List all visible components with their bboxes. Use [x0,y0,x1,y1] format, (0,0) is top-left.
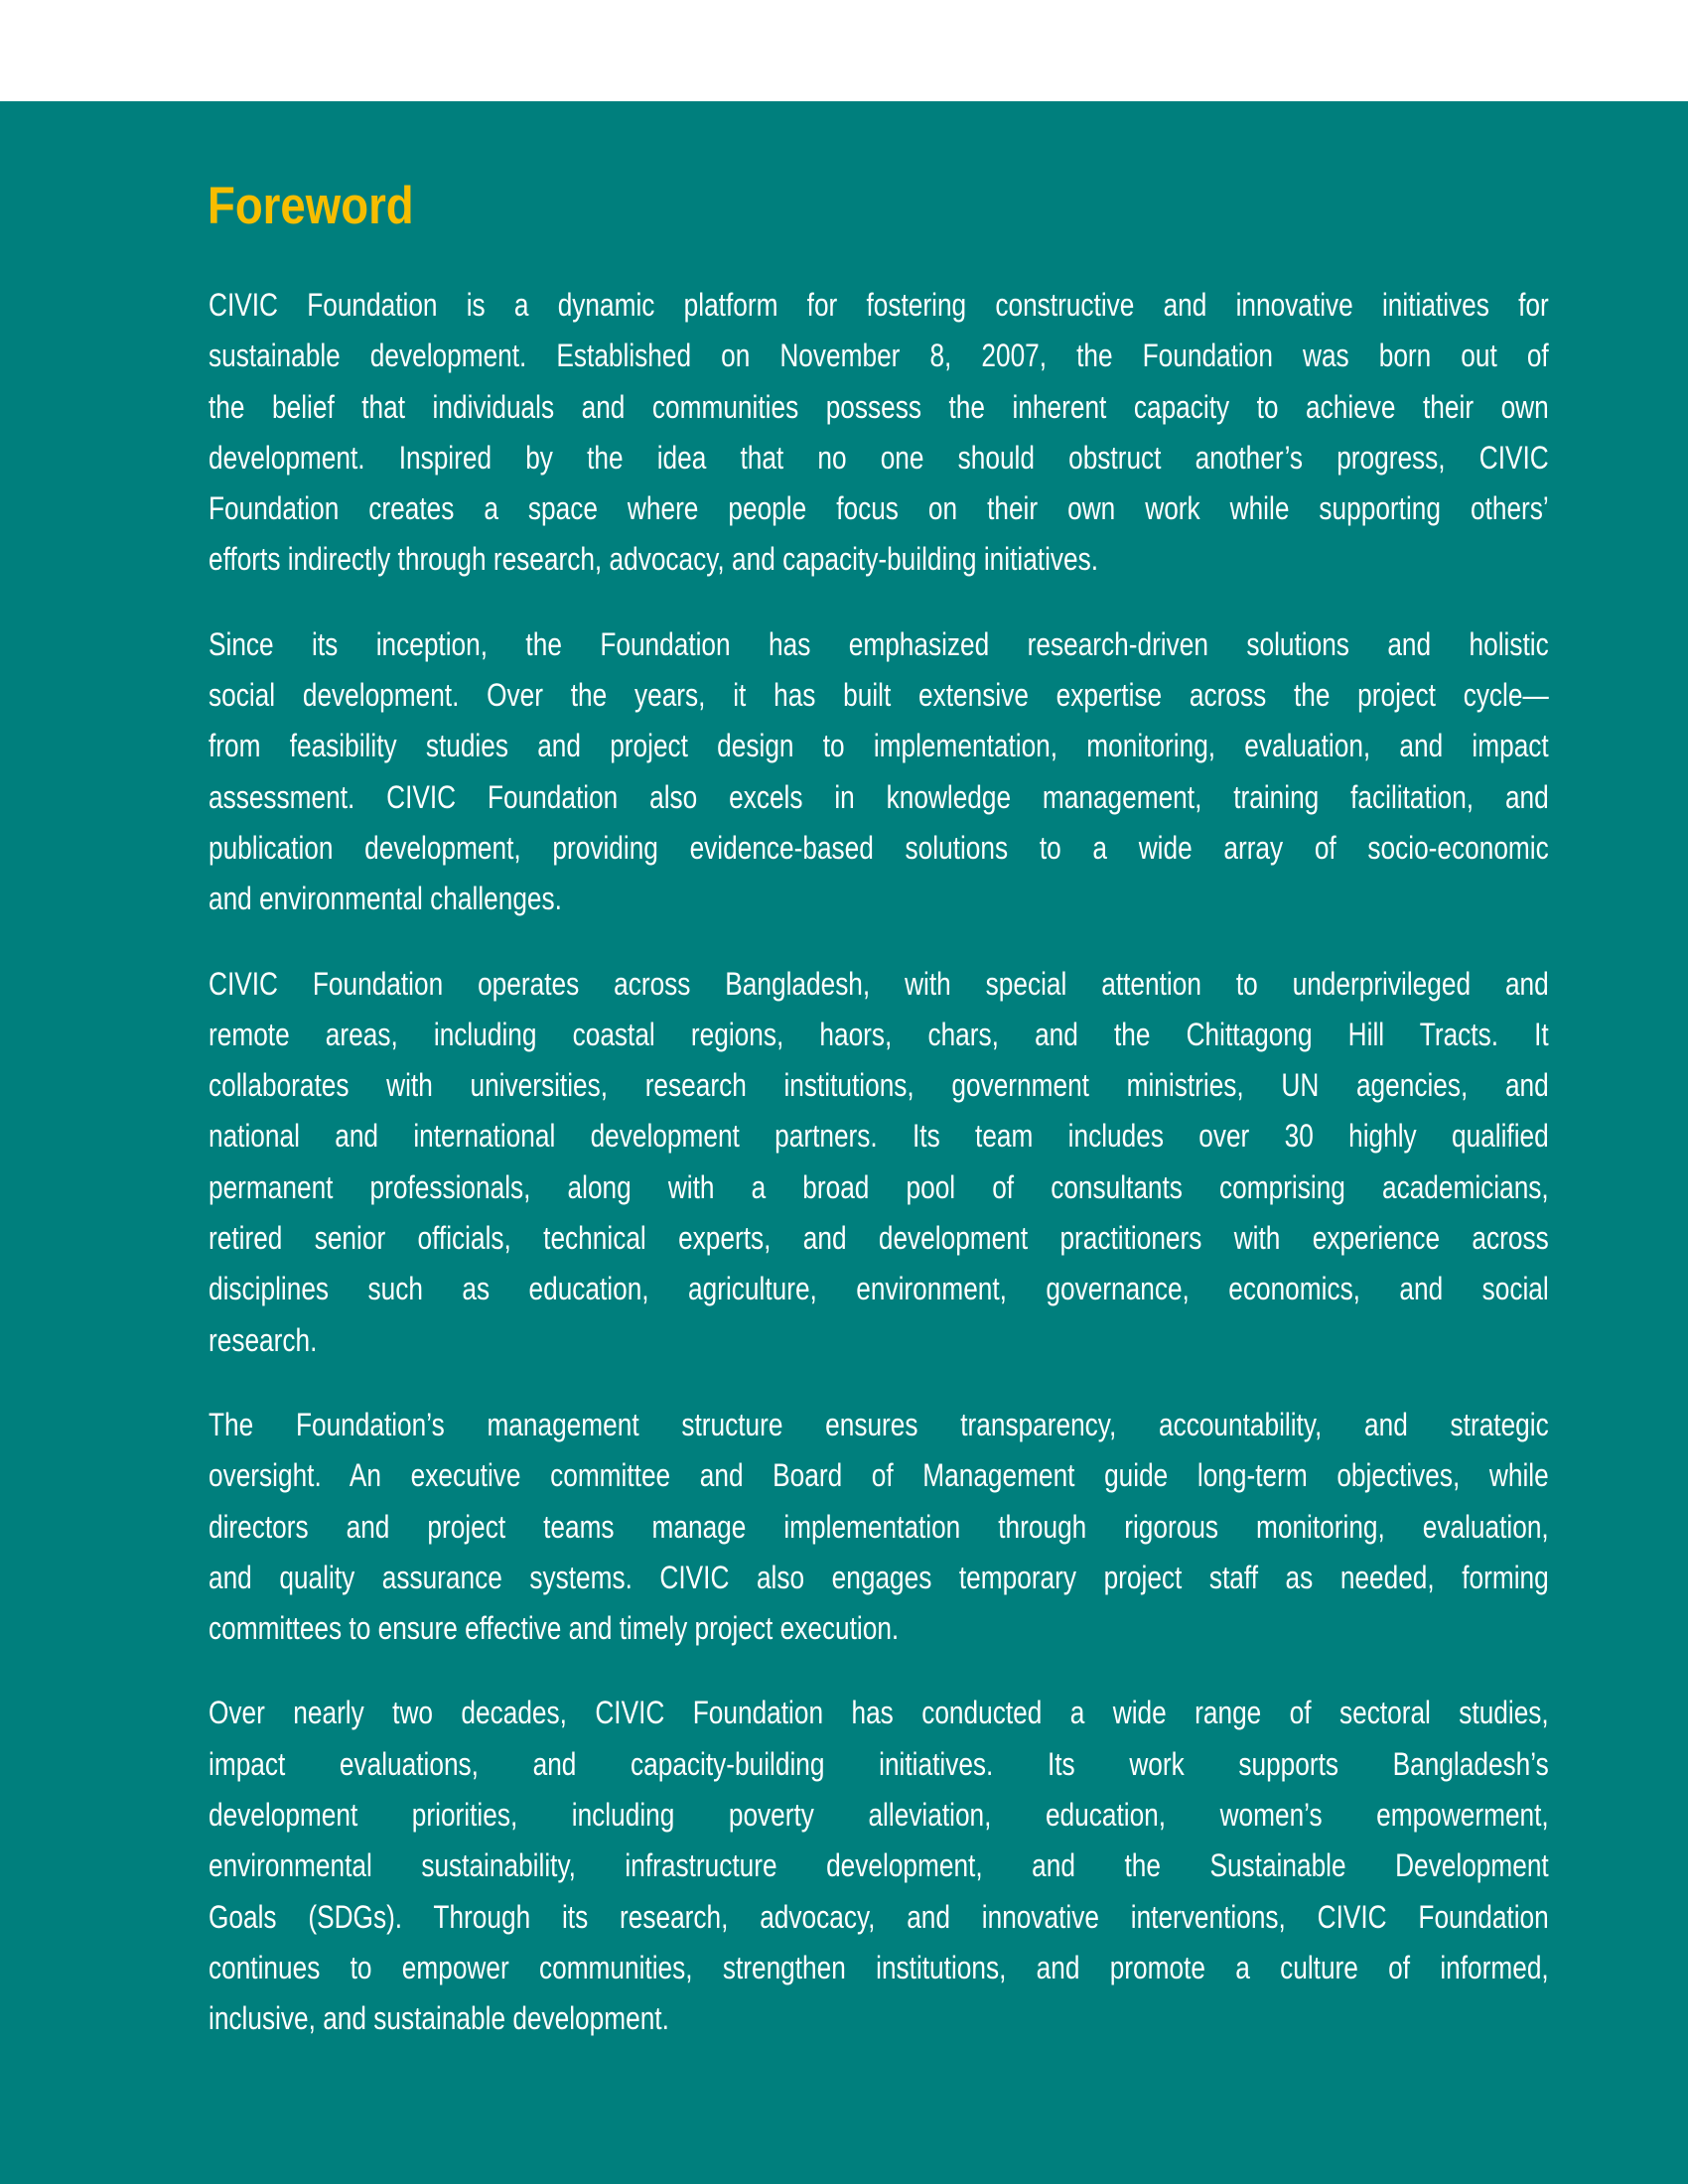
text-line: continues to empower communities, strengthen institutions, and promote a culture of informed, [209,1949,1549,1985]
text-line: disciplines such as education, agriculture, environment, governance, economics, and social [209,1271,1549,1307]
text-line: collaborates with universities, research institutions, government ministries, UN agencies, and [209,1067,1549,1104]
text-line: CIVIC Foundation is a dynamic platform for fostering constructive and innovative initiatives for [209,287,1549,323]
text-line: publication development, providing evidence-based solutions to a wide array of socio-economic [209,829,1549,866]
foreword-body [209,280,1549,2079]
text-line: national and international development partners. Its team includes over 30 highly qualified [209,1118,1549,1155]
text-line: inclusive, and sustainable development. [209,2000,669,2037]
text-line: efforts indirectly through research, advocacy, and capacity-building initiatives. [209,541,1099,578]
text-line: social development. Over the years, it has built extensive expertise across the project cycle— [209,677,1549,714]
text-line: committees to ensure effective and timely project execution. [209,1610,900,1647]
text-line: sustainable development. Established on November 8, 2007, the Foundation was born out of [209,338,1549,374]
text-line: Over nearly two decades, CIVIC Foundation has conducted a wide range of sectoral studies, [209,1695,1549,1731]
text-line: remote areas, including coastal regions, haors, chars, and the Chittagong Hill Tracts. It [209,1016,1549,1052]
text-line: CIVIC Foundation operates across Bangladesh, with special attention to underprivileged and [209,965,1549,1002]
text-line: assessment. CIVIC Foundation also excels in knowledge management, training facilitation, and [209,778,1549,815]
paragraph [209,280,1549,586]
text-line: retired senior officials, technical experts, and development practitioners with experience across [209,1220,1549,1257]
paragraph [209,1688,1549,2044]
text-line: development. Inspired by the idea that no one should obstruct another’s progress, CIVIC [209,439,1549,476]
text-line: from feasibility studies and project design to implementation, monitoring, evaluation, and impact [209,728,1549,764]
paragraph [209,619,1549,925]
paragraph [209,1400,1549,1654]
text-line: Foundation creates a space where people focus on their own work while supporting others’ [209,490,1549,527]
text-line: and environmental challenges. [209,881,562,917]
text-line: oversight. An executive committee and Board of Management guide long-term objectives, while [209,1457,1549,1494]
text-line: the belief that individuals and communities possess the inherent capacity to achieve their own [209,388,1549,425]
text-line: permanent professionals, along with a broad pool of consultants comprising academicians, [209,1168,1549,1205]
page-title: Foreword [208,177,414,235]
text-line: The Foundation’s management structure ensures transparency, accountability, and strategic [209,1406,1549,1442]
paragraph [209,959,1549,1366]
text-line: Goals (SDGs). Through its research, advocacy, and innovative interventions, CIVIC Foundation [209,1898,1549,1935]
text-line: directors and project teams manage implementation through rigorous monitoring, evaluation, [209,1508,1549,1545]
text-line: research. [209,1321,318,1358]
text-line: development priorities, including poverty alleviation, education, women’s empowerment, [209,1797,1549,1834]
page-top-margin [0,0,1688,101]
text-line: Since its inception, the Foundation has emphasized research-driven solutions and holistic [209,625,1549,662]
text-line: and quality assurance systems. CIVIC also engages temporary project staff as needed, forming [209,1559,1549,1595]
text-line: impact evaluations, and capacity-building initiatives. Its work supports Bangladesh’s [209,1745,1549,1782]
text-line: environmental sustainability, infrastructure development, and the Sustainable Development [209,1847,1549,1884]
